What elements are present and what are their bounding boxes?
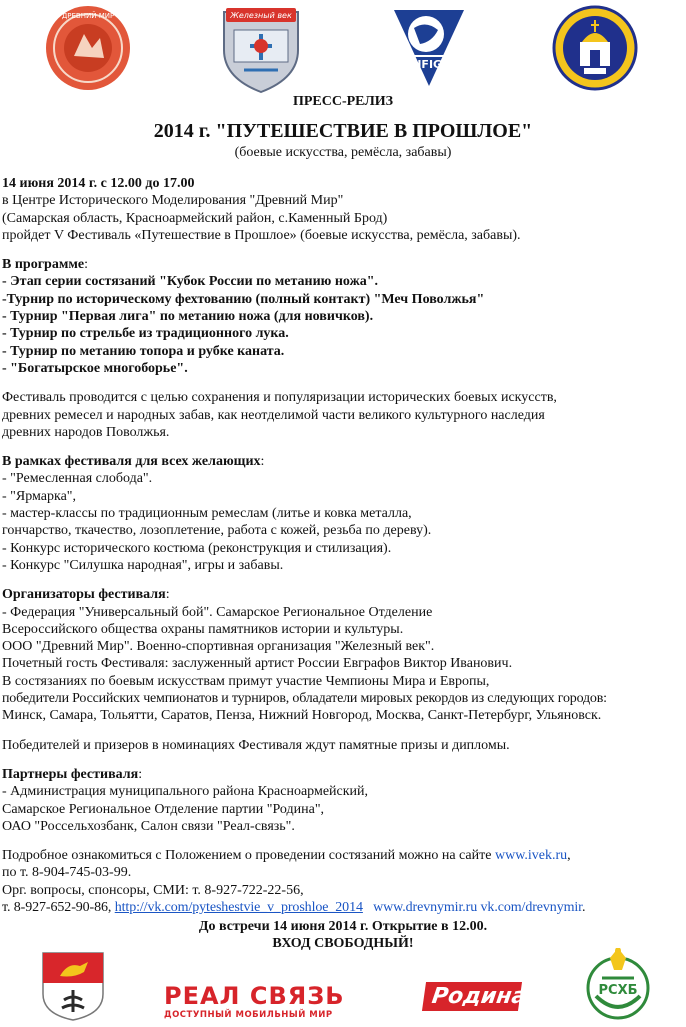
prizes-line: Победителей и призеров в номинациях Фестиваля ждут памятные призы и дипломы. — [2, 737, 510, 753]
framework-item: - "Ярмарка", — [2, 488, 76, 504]
partners-line: ОАО "Россельхозбанк, Салон связи "Реал-связь". — [2, 818, 295, 834]
organizers-line: Почетный гость Фестиваля: заслуженный артист России Евграфов Виктор Иванович. — [2, 656, 513, 672]
contacts-line: Подробное ознакомиться с Положением о проведении состязаний можно на сайте www.ivek.ru, — [2, 848, 571, 864]
closing-line: ВХОД СВОБОДНЫЙ! — [272, 936, 414, 951]
drevnymir-link[interactable]: www.drevnymir.ru — [373, 899, 478, 915]
framework-item: гончарство, ткачество, лозоплетение, работа с кожей, резьба по дереву). — [2, 523, 432, 539]
contacts-phone: по т. 8-904-745-03-99. — [2, 865, 132, 881]
organizers-line: В состязаниях по боевым искусствам примут участие Чемпионы Мира и Европы, — [2, 673, 490, 689]
organizers-line: победители Российских чемпионатов и турниров, обладатели мировых рекордов из следующих городов: — [2, 691, 607, 707]
program-heading: В программе: — [2, 257, 89, 273]
voopiik-church-emblem-icon — [552, 4, 638, 92]
program-item: - Этап серии состязаний "Кубок России по метанию ножа". — [2, 274, 378, 290]
city-coat-of-arms-icon — [40, 950, 106, 1027]
rshb-logo-icon — [584, 948, 652, 1027]
contacts-links: т. 8-927-652-90-86, http://vk.com/pyteshestvie_v_proshloe_2014 www.drevnymir.ru vk.com/drevnymir. — [2, 899, 586, 915]
press-release-label: ПРЕСС-РЕЛИЗ — [292, 94, 394, 109]
svg-text:Железный век: Железный век — [230, 11, 292, 20]
zhelezny-vek-shield-icon — [220, 4, 302, 94]
program-item: - Турнир по метанию топора и рубке каната. — [2, 343, 285, 359]
closing-block — [0, 918, 686, 952]
framework-item: - "Ремесленная слобода". — [2, 471, 153, 487]
framework-heading: В рамках фестиваля для всех желающих: — [2, 454, 265, 470]
page-title: 2014 г. "ПУТЕШЕСТВИЕ В ПРОШЛОЕ" — [153, 120, 533, 142]
real-svyaz-wordmark: РЕАЛ СВЯЗЬ — [164, 982, 345, 1010]
closing-line: До встречи 14 июня 2014 г. Открытие в 12.00. — [198, 919, 488, 934]
rodina-wordmark: Родина — [422, 982, 522, 1011]
page-subtitle: (боевые искусства, ремёсла, забавы) — [234, 145, 452, 160]
svg-text:ДРЕВНИЙ МИР: ДРЕВНИЙ МИР — [61, 12, 115, 20]
program-item: - "Богатырское многоборье". — [2, 360, 188, 376]
intro-line: пройдет V Фестиваль «Путешествие в Прошлое» (боевые искусства, ремёсла, забавы). — [2, 227, 521, 243]
vk-drevnymir-link[interactable]: vk.com/drevnymir — [477, 899, 582, 915]
organizers-line: - Федерация "Универсальный бой". Самарское Региональное Отделение — [2, 604, 433, 620]
partners-line: - Администрация муниципального района Красноармейский, — [2, 784, 369, 800]
contacts-org: Орг. вопросы, спонсоры, СМИ: т. 8-927-722-22-56, — [2, 882, 304, 898]
purpose-line: Фестиваль проводится с целью сохранения и популяризации исторических боевых искусств, — [2, 390, 557, 406]
organizers-line: Всероссийского общества охраны памятников истории и культуры. — [2, 621, 404, 637]
framework-item: - мастер-классы по традиционным ремеслам (литье и ковка металла, — [2, 506, 412, 522]
organizers-line: Минск, Самара, Тольятти, Саратов, Пенза, Нижний Новгород, Москва, Санкт-Петербург, Ульяновск. — [2, 708, 602, 724]
ivek-link[interactable]: www.ivek.ru — [494, 848, 568, 864]
svg-text:UNIFIGHT: UNIFIGHT — [399, 58, 459, 71]
organizers-heading: Организаторы фестиваля: — [2, 587, 170, 603]
drevny-mir-seal-icon — [40, 4, 136, 92]
program-item: - Турнир "Первая лига" по метанию ножа (для новичков). — [2, 309, 374, 325]
rshb-text: РСХБ — [598, 983, 638, 998]
intro-line: в Центре Исторического Моделирования "Древний Мир" — [2, 193, 344, 209]
press-release-body — [2, 175, 684, 916]
purpose-line: древних ремесел и народных забав, как неотделимой части великого культурного наследия — [2, 407, 545, 423]
partners-line: Самарское Региональное Отделение партии "Родина", — [2, 801, 325, 817]
unifight-logo-icon — [392, 6, 466, 90]
bottom-logos-row — [0, 948, 686, 1024]
rodina-logo — [424, 982, 529, 1011]
intro-line: (Самарская область, Красноармейский район, с.Каменный Брод) — [2, 210, 388, 226]
framework-item: - Конкурс "Силушка народная", игры и забавы. — [2, 557, 284, 573]
framework-item: - Конкурс исторического костюма (реконструкция и стилизация). — [2, 540, 392, 556]
top-logos-row — [0, 2, 686, 94]
purpose-line: древних народов Поволжья. — [2, 424, 170, 440]
partners-heading: Партнеры фестиваля: — [2, 766, 143, 782]
vk-festival-link[interactable]: http://vk.com/pyteshestvie_v_proshloe_2014 — [114, 899, 363, 915]
real-svyaz-tagline: ДОСТУПНЫЙ МОБИЛЬНЫЙ МИР — [164, 1010, 333, 1020]
program-item: - Турнир по стрельбе из традиционного лука. — [2, 326, 289, 342]
program-item: -Турнир по историческому фехтованию (полный контакт) "Меч Поволжья" — [2, 291, 485, 307]
organizers-line: ООО "Древний Мир". Военно-спортивная организация "Железный век". — [2, 639, 435, 655]
real-svyaz-logo — [164, 984, 345, 1020]
event-date: 14 июня 2014 г. с 12.00 до 17.00 — [2, 176, 195, 191]
